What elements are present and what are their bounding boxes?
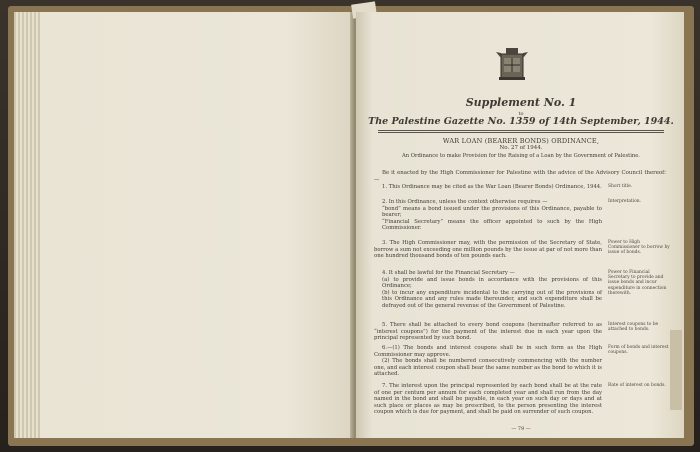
- section-text: 7. The interest upon the principal represented by each bond shall be at the rate of one per centum per annum for each completed year and shall run from the day named in the bond and shall be payable, in each year on such day or days and at such place or places as may be prescribed, to the person presenting the interest coupon which is due for payment, and shall be paid on surrender of such coupon.: [374, 383, 602, 416]
- right-page: [356, 12, 684, 438]
- section-text: 1. This Ordinance may be cited as the War Loan (Bearer Bonds) Ordinance, 1944.: [382, 184, 602, 190]
- page-wear: [670, 330, 682, 410]
- margin-note: Form of bonds and interest coupons.: [608, 345, 669, 356]
- section-text: 6.—(1) The bonds and interest coupons shall be in such form as the High Commissioner may approve.: [374, 345, 602, 358]
- section-text: (2) The bonds shall be numbered consecutively commencing with the number one, and each interest coupon shall bear the same number as the bond to which it is attached.: [374, 358, 602, 378]
- margin-note: Power to High Commissioner to borrow by issue of bonds.: [608, 240, 670, 256]
- left-page: [14, 12, 354, 438]
- royal-coat-of-arms-icon: [492, 44, 532, 84]
- ordinance-number: No. 27 of 1944.: [499, 145, 543, 151]
- section-text: 2. In this Ordinance, unless the context otherwise requires —: [382, 199, 548, 205]
- header-rule-thin: [378, 132, 664, 133]
- margin-note: Short title.: [608, 184, 633, 189]
- margin-note: Rate of interest on bonds.: [608, 383, 666, 388]
- header-rule: [378, 130, 664, 131]
- ordinance-preamble: An Ordinance to make Provision for the Raising of a Loan by the Government of Palestine.: [402, 153, 640, 159]
- section-text: 5. There shall be attached to every bond coupons (hereinafter referred to as “interest coupons”) for the payment of the interest due in each year upon the principal represented by such bond.: [374, 322, 602, 342]
- margin-note: Interest coupons to be attached to bonds.: [608, 322, 659, 333]
- margin-note: Interpretation.: [608, 199, 641, 204]
- section-text: “Financial Secretary” means the officer appointed to such by the High Commissioner.: [382, 218, 602, 232]
- section-text: (a) to provide and issue bonds in accordance with the provisions of this Ordinance;: [382, 276, 602, 290]
- supplement-to: to: [518, 111, 524, 117]
- section-text: “bond” means a bond issued under the provisions of this Ordinance, payable to bearer;: [382, 205, 602, 219]
- margin-note: Power to Financial Secretary to provide and issue bonds and incur expenditure in connection therewith.: [608, 270, 667, 296]
- supplement-title: Supplement No. 1: [465, 96, 577, 109]
- section-text: (b) to incur any expenditure incidental to the carrying out of the provisions of this Ordinance and any rules made thereunder, and such expenditure shall be defrayed out of the general revenue of the Government of Palestine.: [382, 289, 602, 309]
- gazette-title: The Palestine Gazette No. 1359 of 14th September, 1944.: [368, 116, 674, 127]
- enacting-clause: Be it enacted by the High Commissioner for Palestine with the advice of the Advisory Council thereof:—: [374, 170, 666, 183]
- section-text: 4. It shall be lawful for the Financial Secretary —: [382, 270, 515, 276]
- page-number: — 79 —: [511, 426, 531, 432]
- ordinance-title: WAR LOAN (BEARER BONDS) ORDINANCE,: [442, 137, 600, 145]
- section-text: 3. The High Commissioner may, with the permission of the Secretary of State, borrow a sum not exceeding one million pounds by the issue at par of not more than one hundred thousand bonds of ten pounds each.: [374, 240, 602, 260]
